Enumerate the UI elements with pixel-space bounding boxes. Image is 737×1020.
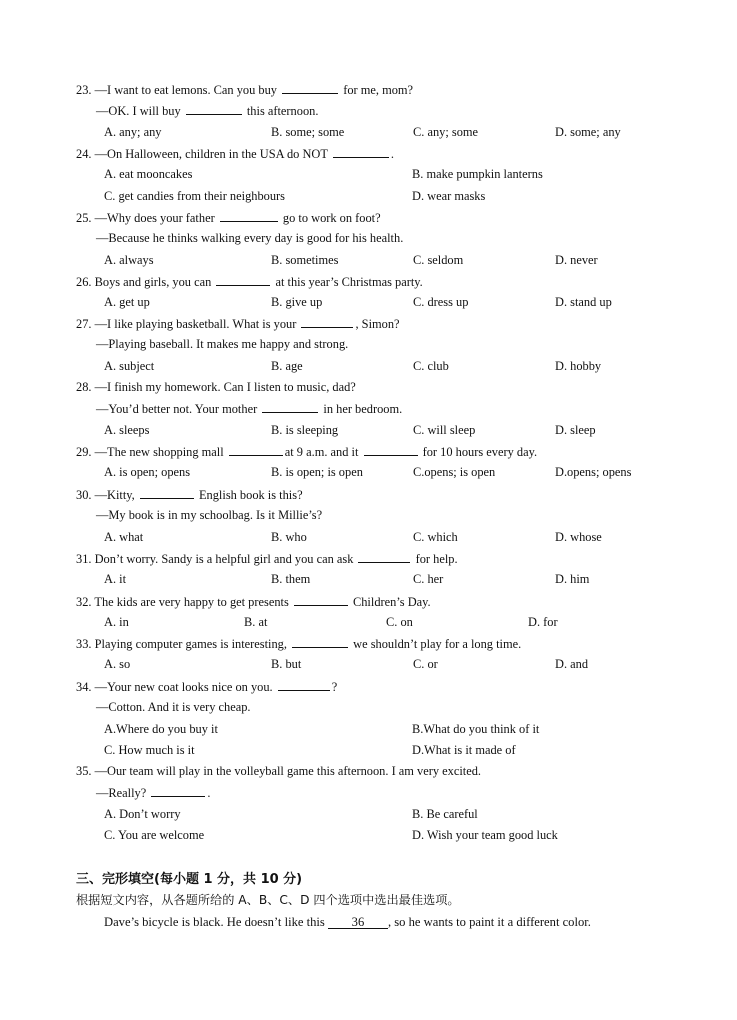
option-c[interactable]: C. How much is it <box>104 743 195 758</box>
option-d[interactable]: D. some; any <box>555 124 621 139</box>
question-27-line <box>96 337 348 352</box>
option-d[interactable]: D.opens; opens <box>555 465 632 480</box>
option-c[interactable]: C. her <box>413 572 444 587</box>
option-c[interactable]: C. will sleep <box>413 422 476 437</box>
answer-blank[interactable] <box>140 487 194 499</box>
option-d[interactable]: D. stand up <box>555 295 612 310</box>
option-b[interactable]: B. make pumpkin lanterns <box>412 167 543 182</box>
question-34-line <box>76 679 337 695</box>
option-d[interactable]: D. never <box>555 252 598 267</box>
option-a[interactable]: A. any; any <box>104 124 162 139</box>
option-b[interactable]: B. who <box>271 529 307 544</box>
answer-blank[interactable] <box>358 551 410 563</box>
answer-blank[interactable] <box>364 444 418 456</box>
passage-line <box>104 915 591 930</box>
question-text: go to work on foot? <box>279 211 381 225</box>
question-27-line <box>76 316 400 332</box>
question-text: —On Halloween, children in the USA do NOT <box>94 147 331 161</box>
option-d[interactable]: D. wear masks <box>412 188 486 203</box>
question-text: —I finish my homework. Can I listen to music, dad? <box>94 380 356 394</box>
option-b[interactable]: B. at <box>244 615 268 630</box>
question-number: 23. <box>76 83 92 97</box>
option-a[interactable]: A. Don’t worry <box>104 806 181 821</box>
question-number: 29. <box>76 445 92 459</box>
question-28-line <box>96 401 402 417</box>
option-b[interactable]: B. is sleeping <box>271 422 339 437</box>
section-title: 三、完形填空(每小题 1 分，共 10 分) <box>76 872 303 887</box>
question-number: 32. <box>76 595 92 609</box>
answer-blank[interactable] <box>294 594 348 606</box>
option-b[interactable]: B. is open; is open <box>271 465 363 480</box>
question-number: 25. <box>76 211 92 225</box>
question-text: —The new shopping mall <box>94 445 227 459</box>
answer-blank[interactable] <box>278 679 330 691</box>
question-text: —I want to eat lemons. Can you buy <box>94 83 281 97</box>
question-28-line <box>76 380 356 395</box>
question-text: —Playing baseball. It makes me happy and strong. <box>96 337 349 352</box>
question-text: at 9 a.m. and it <box>284 445 362 459</box>
option-b[interactable]: B. some; some <box>271 124 345 139</box>
question-text: , Simon? <box>355 317 400 331</box>
option-c[interactable]: C. You are welcome <box>104 828 205 843</box>
question-35-line <box>96 785 210 801</box>
question-text: —Really? <box>96 786 150 801</box>
question-35-line <box>76 764 481 779</box>
question-text: Playing computer games is interesting, <box>94 637 291 651</box>
section-instruction: 根据短文内容，从各题所给的 A、B、C、D 四个选项中选出最佳选项。 <box>76 893 460 907</box>
question-24-line <box>76 146 394 162</box>
option-d[interactable]: D. hobby <box>555 358 602 373</box>
question-text: ? <box>331 680 338 694</box>
question-number: 35. <box>76 764 92 778</box>
question-text: Children’s Day. <box>349 595 431 609</box>
passage-before: Dave’s bicycle is black. He doesn’t like this <box>104 915 328 929</box>
question-text: The kids are very happy to get presents <box>94 595 292 609</box>
question-number: 28. <box>76 380 92 394</box>
option-d[interactable]: D. Wish your team good luck <box>412 828 558 843</box>
option-c[interactable]: C. club <box>413 358 449 373</box>
option-a[interactable]: A. in <box>104 615 129 630</box>
answer-blank[interactable] <box>229 444 283 456</box>
question-number: 24. <box>76 147 92 161</box>
question-text: this afternoon. <box>243 104 319 119</box>
question-text: —My book is in my schoolbag. Is it Millie’s? <box>96 508 323 523</box>
question-30-line <box>76 487 303 503</box>
option-a[interactable]: A. so <box>104 657 131 672</box>
option-b[interactable]: B. but <box>271 657 302 672</box>
passage-blank-36: 36 <box>328 916 388 929</box>
question-25-line <box>96 231 403 246</box>
option-c[interactable]: C. get candies from their neighbours <box>104 188 285 203</box>
question-29-line <box>76 444 537 460</box>
question-text: . <box>207 786 211 801</box>
option-a[interactable]: A.Where do you buy it <box>104 721 218 736</box>
question-23-line <box>76 82 413 98</box>
answer-blank[interactable] <box>282 82 338 94</box>
option-b[interactable]: B. age <box>271 358 303 373</box>
option-b[interactable]: B. them <box>271 572 311 587</box>
option-c[interactable]: C.opens; is open <box>413 465 496 480</box>
question-31-line <box>76 551 458 567</box>
option-a[interactable]: A. sleeps <box>104 422 150 437</box>
answer-blank[interactable] <box>262 401 318 413</box>
option-a[interactable]: A. what <box>104 529 144 544</box>
option-c[interactable]: C. which <box>413 529 458 544</box>
question-33-line <box>76 636 521 652</box>
option-a[interactable]: A. always <box>104 252 154 267</box>
option-a[interactable]: A. subject <box>104 358 155 373</box>
question-text: in her bedroom. <box>320 402 403 417</box>
question-text: —OK. I will buy <box>96 104 184 119</box>
option-c[interactable]: C. dress up <box>413 295 469 310</box>
passage-after: , so he wants to paint it a different color. <box>387 915 591 929</box>
question-26-line <box>76 274 423 290</box>
option-a[interactable]: A. it <box>104 572 127 587</box>
question-text: English book is this? <box>195 488 303 502</box>
option-c[interactable]: C. any; some <box>413 124 479 139</box>
question-text: —Because he thinks walking every day is good for his health. <box>96 231 404 246</box>
question-text: —Our team will play in the volleyball game this afternoon. I am very excited. <box>94 764 482 778</box>
option-a[interactable]: A. get up <box>104 295 150 310</box>
option-d[interactable]: D. sleep <box>555 422 596 437</box>
question-text: . <box>390 147 394 161</box>
answer-blank[interactable] <box>186 103 242 115</box>
answer-blank[interactable] <box>333 146 389 158</box>
option-a[interactable]: A. eat mooncakes <box>104 167 193 182</box>
question-32-line <box>76 594 431 610</box>
answer-blank[interactable] <box>151 785 205 797</box>
question-text: —Why does your father <box>94 211 218 225</box>
option-c[interactable]: C. on <box>386 615 413 630</box>
question-text: at this year’s Christmas party. <box>272 275 423 289</box>
question-number: 33. <box>76 637 92 651</box>
option-c[interactable]: C. or <box>413 657 438 672</box>
question-number: 26. <box>76 275 92 289</box>
question-text: —Kitty, <box>94 488 138 502</box>
option-c[interactable]: C. seldom <box>413 252 464 267</box>
question-25-line <box>76 210 381 226</box>
option-b[interactable]: B. Be careful <box>412 806 478 821</box>
answer-blank[interactable] <box>301 316 353 328</box>
option-b[interactable]: B.What do you think of it <box>412 721 540 736</box>
question-text: —You’d better not. Your mother <box>96 402 261 417</box>
answer-blank[interactable] <box>292 636 348 648</box>
question-number: 34. <box>76 680 92 694</box>
question-30-line <box>96 508 322 523</box>
question-text: for 10 hours every day. <box>419 445 538 459</box>
question-text: —Your new coat looks nice on you. <box>94 680 276 694</box>
question-text: for me, mom? <box>340 83 414 97</box>
question-text: Don’t worry. Sandy is a helpful girl and you can ask <box>94 552 357 566</box>
question-number: 30. <box>76 488 92 502</box>
option-b[interactable]: B. sometimes <box>271 252 339 267</box>
question-text: —Cotton. And it is very cheap. <box>96 700 251 715</box>
option-a[interactable]: A. is open; opens <box>104 465 191 480</box>
answer-blank[interactable] <box>216 274 270 286</box>
answer-blank[interactable] <box>220 210 278 222</box>
option-b[interactable]: B. give up <box>271 295 323 310</box>
question-text: for help. <box>412 552 458 566</box>
option-d[interactable]: D. and <box>555 657 589 672</box>
option-d[interactable]: D. whose <box>555 529 602 544</box>
question-34-line <box>96 700 251 715</box>
question-text: we shouldn’t play for a long time. <box>350 637 522 651</box>
option-d[interactable]: D.What is it made of <box>412 743 516 758</box>
question-number: 27. <box>76 317 92 331</box>
question-23-line <box>96 103 318 119</box>
option-d[interactable]: D. for <box>528 615 558 630</box>
question-text: —I like playing basketball. What is your <box>94 317 300 331</box>
question-text: Boys and girls, you can <box>94 275 215 289</box>
option-d[interactable]: D. him <box>555 572 590 587</box>
question-number: 31. <box>76 552 92 566</box>
